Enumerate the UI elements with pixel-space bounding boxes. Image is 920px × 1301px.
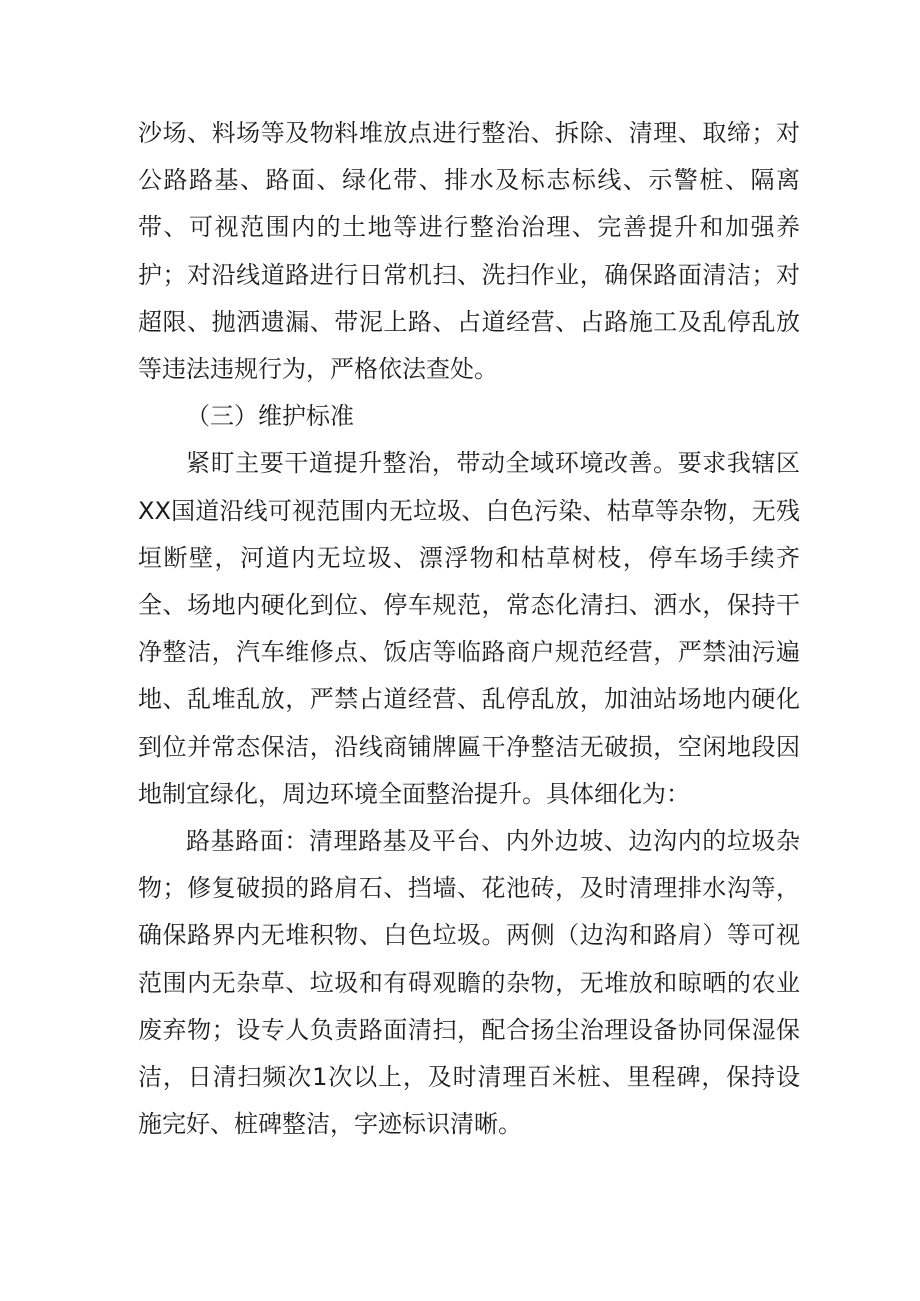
paragraph-standard-overview: 紧盯主要干道提升整治，带动全域环境改善。要求我辖区XX国道沿线可视范围内无垃圾、白色污染、枯草等杂物，无残垣断壁，河道内无垃圾、漂浮物和枯草树枝，停车场手续齐全、场地内硬化到位、停车规范，常态化清扫、洒水，保持干净整洁，汽车维修点、饭店等临路商户规范经营，严禁油污遍地、乱堆乱放，严禁占道经营、乱停乱放，加油站场地内硬化到位并常态保洁，沿线商铺牌匾干净整洁无破损，空闲地段因地制宜绿化，周边环境全面整治提升。具体细化为： — [138, 449, 800, 808]
document-body — [138, 110, 800, 1148]
section-heading: （三）维护标准 — [186, 402, 354, 431]
paragraph-continuation: 沙场、料场等及物料堆放点进行整治、拆除、清理、取缔；对公路路基、路面、绿化带、排水及标志标线、示警桩、隔离带、可视范围内的土地等进行整治治理、完善提升和加强养护；对沿线道路进行日常机扫、洗扫作业，确保路面清洁；对超限、抛洒遗漏、带泥上路、占道经营、占路施工及乱停乱放等违法违规行为，严格依法查处。 — [138, 119, 800, 384]
paragraph-roadbed-surface: 路基路面：清理路基及平台、内外边坡、边沟内的垃圾杂物；修复破损的路肩石、挡墙、花池砖，及时清理排水沟等，确保路界内无堆积物、白色垃圾。两侧（边沟和路肩）等可视范围内无杂草、垃圾和有碍观瞻的杂物，无堆放和晾晒的农业废弃物；设专人负责路面清扫，配合扬尘治理设备协同保湿保洁，日清扫频次1次以上，及时清理百米桩、里程碑，保持设施完好、桩碑整洁，字迹标识清晰。 — [138, 827, 800, 1139]
